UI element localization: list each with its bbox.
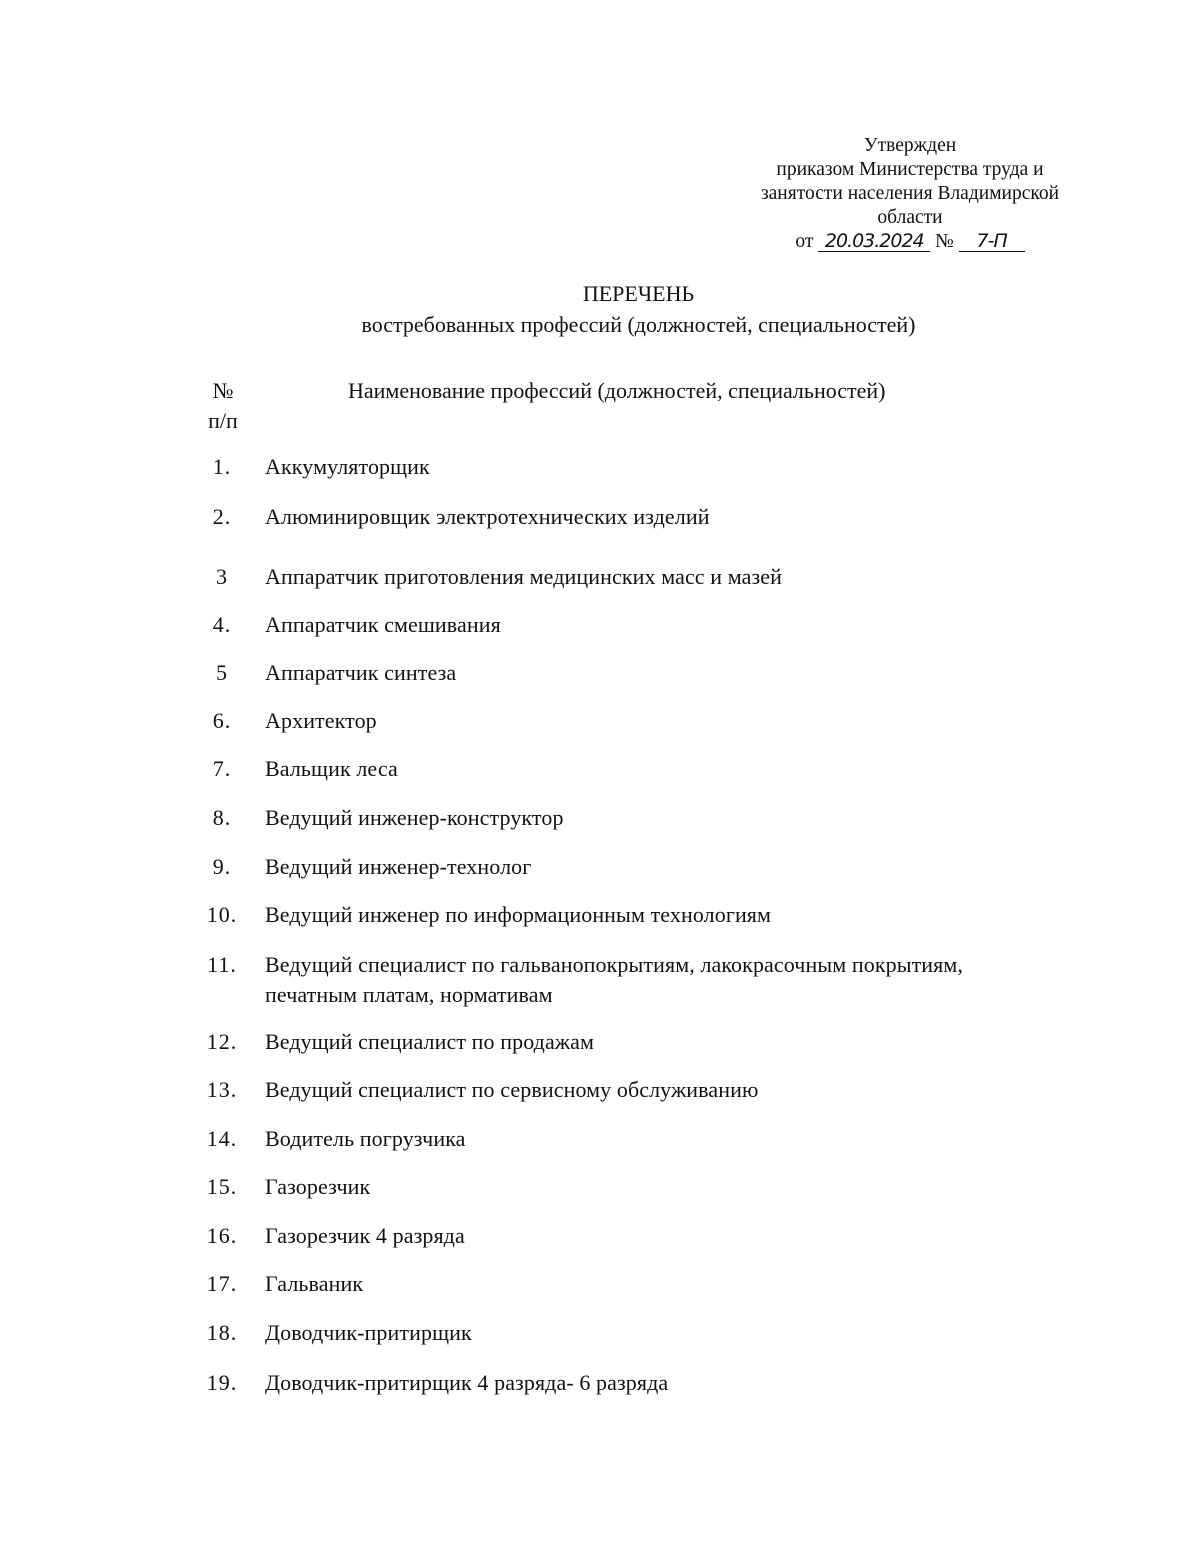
list-item-number: 18. <box>206 1320 238 1345</box>
list-item-name: Водитель погрузчика <box>265 1126 466 1151</box>
list-item-name: Вальщик леса <box>265 756 398 781</box>
list-item-number: 5 <box>216 660 228 685</box>
list-item-number: 3 <box>216 564 228 589</box>
list-item-number: 10. <box>206 902 238 927</box>
list-item-name: Доводчик-притирщик 4 разряда- 6 разряда <box>265 1370 669 1395</box>
list-item-name: Ведущий специалист по гальванопокрытиям, лакокрасочным покрытиям, печатным платам, нормативам <box>265 952 964 1007</box>
list-item-number: 13. <box>206 1077 238 1102</box>
order-date-number-line <box>700 230 1120 254</box>
list-item-name: Газорезчик 4 разряда <box>265 1223 465 1248</box>
list-item-number: 6. <box>212 708 232 733</box>
list-item-name: Ведущий инженер по информационным технологиям <box>265 902 772 927</box>
approval-line-2: приказом Министерства труда и <box>776 159 1044 180</box>
column-header-number: № п/п <box>208 378 238 433</box>
list-item-number: 11. <box>207 952 237 977</box>
list-item-number: 14. <box>206 1126 238 1151</box>
handwritten-order-number: 7-П <box>959 231 1025 252</box>
list-item-name: Алюминировщик электротехнических изделий <box>265 504 710 529</box>
list-item-name: Аккумуляторщик <box>265 454 430 479</box>
document-subtitle: востребованных профессий (должностей, специальностей) <box>361 312 916 337</box>
document-title: ПЕРЕЧЕНЬ <box>582 281 695 306</box>
list-item-name: Доводчик-притирщик <box>265 1320 472 1345</box>
list-item-number: 9. <box>212 854 232 879</box>
list-item-name: Ведущий инженер-конструктор <box>265 805 564 830</box>
list-item-name: Газорезчик <box>265 1174 371 1199</box>
date-prefix: от <box>795 231 814 252</box>
list-item-name: Аппаратчик синтеза <box>265 660 457 685</box>
list-item-number: 19. <box>206 1370 238 1395</box>
list-item-number: 12. <box>206 1029 238 1054</box>
list-item-number: 15. <box>206 1174 238 1199</box>
list-item-name: Архитектор <box>265 708 377 733</box>
list-item-number: 7. <box>212 756 232 781</box>
list-item-name: Аппаратчик смешивания <box>265 612 501 637</box>
list-item-number: 2. <box>212 504 232 529</box>
list-item-name: Аппаратчик приготовления медицинских масс и мазей <box>265 564 783 589</box>
list-item-number: 1. <box>212 454 232 479</box>
list-item-name: Гальваник <box>265 1271 364 1296</box>
approval-line-3: занятости населения Владимирской <box>760 183 1060 204</box>
handwritten-date: 20.03.2024 <box>818 231 930 252</box>
approval-block <box>700 134 1120 254</box>
list-item-number: 17. <box>206 1271 238 1296</box>
approval-line-1: Утвержден <box>863 135 957 156</box>
list-item-number: 4. <box>212 612 232 637</box>
list-item-number: 16. <box>206 1223 238 1248</box>
list-item-name: Ведущий специалист по продажам <box>265 1029 595 1054</box>
list-item-number: 8. <box>212 805 232 830</box>
column-header-name: Наименование профессий (должностей, специальностей) <box>348 378 886 403</box>
approval-line-4: области <box>877 207 943 228</box>
list-item-name: Ведущий специалист по сервисному обслуживанию <box>265 1077 759 1102</box>
list-item-name: Ведущий инженер-технолог <box>265 854 532 879</box>
number-prefix: № <box>935 231 954 252</box>
